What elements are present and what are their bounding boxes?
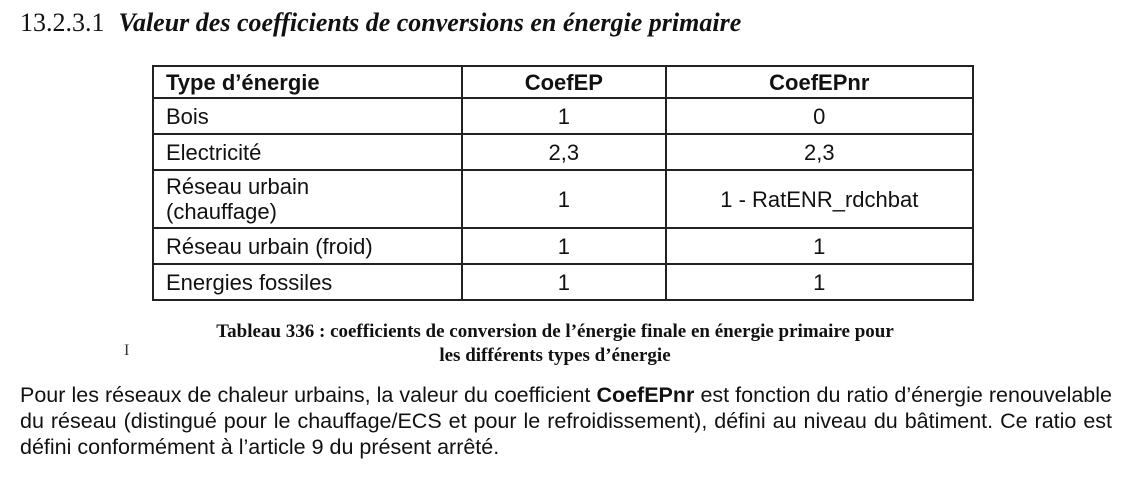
cell-coefepnr: 0 (666, 98, 973, 134)
cell-energy-type: Bois (153, 98, 462, 134)
paragraph-text-after: est fonction du ratio d’énergie renouvelable du réseau (distingué pour le chauffage/ECS et pour le refroidissement), défini au niveau du bâtiment. Ce ratio est défini conformément à l’article 9 du présent arrêté. (20, 383, 1113, 459)
cell-coefepnr: 2,3 (666, 134, 973, 170)
cell-energy-type (153, 170, 462, 228)
table-row (153, 170, 973, 228)
cell-energy-type: Energies fossiles (153, 264, 462, 300)
table-row (153, 98, 973, 134)
cell-coefepnr: 1 (666, 264, 973, 300)
body-paragraph (20, 382, 1112, 460)
conversion-coefficients-table (152, 65, 974, 301)
header-energy-type: Type d’énergie (153, 66, 462, 98)
section-number: 13.2.3.1 (20, 8, 105, 37)
table-row (153, 134, 973, 170)
cell-energy-type: Electricité (153, 134, 462, 170)
section-title: Valeur des coefficients de conversions en énergie primaire (118, 8, 742, 37)
paragraph-bold-term: CoefEPnr (596, 383, 695, 407)
header-coefep: CoefEP (462, 66, 665, 98)
cell-coefep: 1 (462, 228, 665, 264)
paragraph-text-before: Pour les réseaux de chaleur urbains, la valeur du coefficient (20, 383, 597, 407)
table-row (153, 228, 973, 264)
cell-coefep: 1 (462, 264, 665, 300)
table-caption (140, 320, 970, 368)
cell-energy-type-line1: Réseau urbain (166, 174, 310, 199)
cell-energy-type: Réseau urbain (froid) (153, 228, 462, 264)
cell-energy-type-line2: (chauffage) (166, 199, 277, 224)
table-header-row (153, 66, 973, 98)
cell-coefepnr: 1 (666, 228, 973, 264)
caption-line1: Tableau 336 : coefficients de conversion de l’énergie finale en énergie primaire pour (216, 321, 894, 342)
caption-line2: les différents types d’énergie (439, 345, 671, 366)
cell-coefep: 1 (462, 170, 665, 228)
cell-coefep: 1 (462, 98, 665, 134)
section-heading (20, 6, 741, 40)
table-row (153, 264, 973, 300)
header-coefepnr: CoefEPnr (666, 66, 973, 98)
text-cursor-icon: I (124, 342, 130, 359)
cell-coefepnr: 1 - RatENR_rdchbat (666, 170, 973, 228)
cell-coefep: 2,3 (462, 134, 665, 170)
